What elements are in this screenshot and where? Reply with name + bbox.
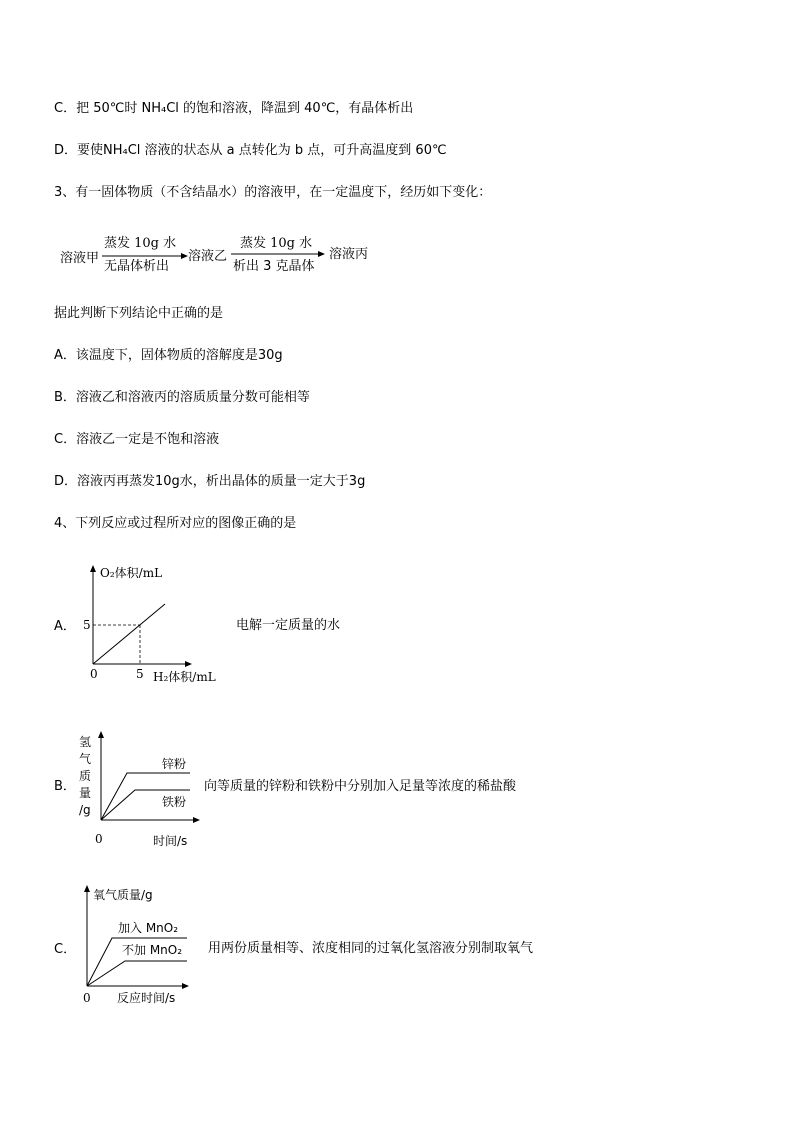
b-origin: 0	[95, 832, 103, 846]
q4-stem: 4、下列反应或过程所对应的图像正确的是	[54, 516, 297, 531]
b-y-label-char: /g	[79, 803, 91, 817]
b-x-label: 时间/s	[153, 834, 188, 848]
flow-arrow1-bottom-label: 无晶体析出	[104, 259, 170, 274]
q4-c-letter: C．	[54, 942, 77, 957]
q4-c-desc: 用两份质量相等、浓度相同的过氧化氢溶液分别制取氧气	[208, 941, 534, 956]
c-series-without-mno2	[87, 961, 187, 986]
b-label-iron: 铁粉	[162, 795, 187, 809]
flow-solution-jia: 溶液甲	[60, 251, 100, 266]
a-x-tick: 5	[136, 667, 144, 681]
c-y-arrow-icon	[84, 885, 90, 892]
c-x-label: 反应时间/s	[117, 991, 176, 1005]
c-label-without-mno2: 不加 MnO₂	[122, 943, 183, 957]
q3-option-c: C．溶液乙一定是不饱和溶液	[54, 432, 220, 447]
q2-option-d: D．要使NH₄Cl 溶液的状态从 a 点转化为 b 点，可升高温度到 60℃	[54, 143, 447, 158]
c-label-with-mno2: 加入 MnO₂	[118, 921, 179, 935]
flow-arrow2-top-label: 蒸发 10g 水	[240, 236, 313, 251]
b-y-label-char: 气	[79, 752, 92, 766]
q4-a-letter: A．	[54, 619, 76, 634]
a-origin: 0	[90, 667, 98, 681]
q3-stem: 3、有一固体物质（不含结晶水）的溶液甲，在一定温度下，经历如下变化：	[54, 185, 492, 200]
a-y-tick: 5	[83, 618, 91, 632]
flow-arrow2-bottom-label: 析出 3 克晶体	[233, 259, 315, 274]
q4-b-desc: 向等质量的锌粉和铁粉中分别加入足量等浓度的稀盐酸	[204, 779, 517, 794]
q4-a-desc: 电解一定质量的水	[236, 618, 341, 633]
c-x-arrow-icon	[182, 983, 189, 989]
a-y-label: O₂体积/mL	[100, 566, 163, 580]
q4-b-letter: B．	[54, 779, 76, 794]
q3-option-d: D．溶液丙再蒸发10g水，析出晶体的质量一定大于3g	[54, 474, 366, 489]
b-y-label-char: 氢	[79, 735, 92, 749]
b-y-label-char: 质	[79, 769, 92, 783]
a-x-label: H₂体积/mL	[153, 670, 216, 684]
c-y-label: 氧气质量/g	[93, 888, 153, 902]
c-origin: 0	[83, 991, 91, 1005]
flow-arrow1-top-label: 蒸发 10g 水	[104, 236, 177, 251]
q3-option-a: A．该温度下，固体物质的溶解度是30g	[54, 348, 283, 363]
q3-option-b: B．溶液乙和溶液丙的溶质质量分数可能相等	[54, 390, 310, 405]
b-y-label-char: 量	[79, 786, 92, 800]
b-label-zinc: 锌粉	[162, 757, 187, 771]
flow-solution-bing: 溶液丙	[329, 247, 369, 262]
q3-question: 据此判断下列结论中正确的是	[54, 306, 224, 321]
q2-option-c: C．把 50℃时 NH₄Cl 的饱和溶液，降温到 40℃，有晶体析出	[54, 101, 414, 116]
flow-solution-yi: 溶液乙	[188, 249, 228, 264]
